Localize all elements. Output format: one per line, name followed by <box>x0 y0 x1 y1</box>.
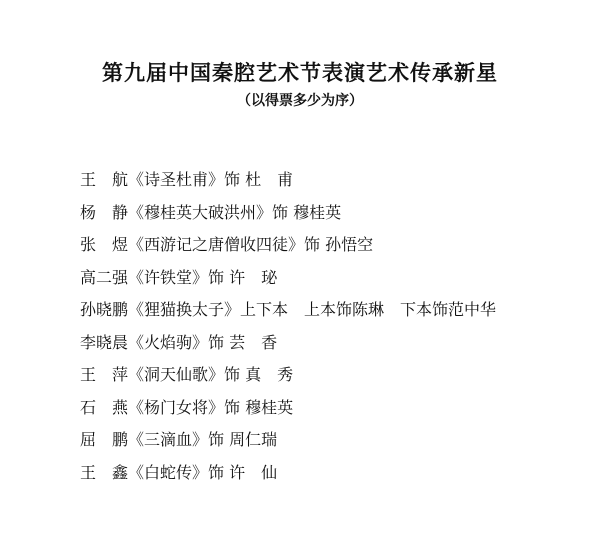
list-item: 孙晓鹏《狸猫换太子》上下本 上本饰陈琳 下本饰范中华 <box>80 300 497 319</box>
list-item: 张 煜《西游记之唐僧收四徒》饰 孙悟空 <box>80 235 374 254</box>
list-item: 屈 鹏《三滴血》饰 周仁瑞 <box>80 430 278 449</box>
list-item: 石 燕《杨门女将》饰 穆桂英 <box>80 397 294 417</box>
list-item: 王 航《诗圣杜甫》饰 杜 甫 <box>80 170 294 189</box>
list-item: 杨 静《穆桂英大破洪州》饰 穆桂英 <box>80 202 342 222</box>
winner-list <box>80 169 496 494</box>
list-item: 王 鑫《白蛇传》饰 许 仙 <box>80 462 278 482</box>
document-title: 第九届中国秦腔艺术节表演艺术传承新星 <box>102 61 498 85</box>
list-item: 高二强《许铁堂》饰 许 珌 <box>80 267 278 287</box>
document-subtitle: （以得票多少为序） <box>237 93 363 109</box>
list-item: 李晓晨《火焰驹》饰 芸 香 <box>80 332 278 352</box>
list-item: 王 萍《洞天仙歌》饰 真 秀 <box>80 365 294 384</box>
